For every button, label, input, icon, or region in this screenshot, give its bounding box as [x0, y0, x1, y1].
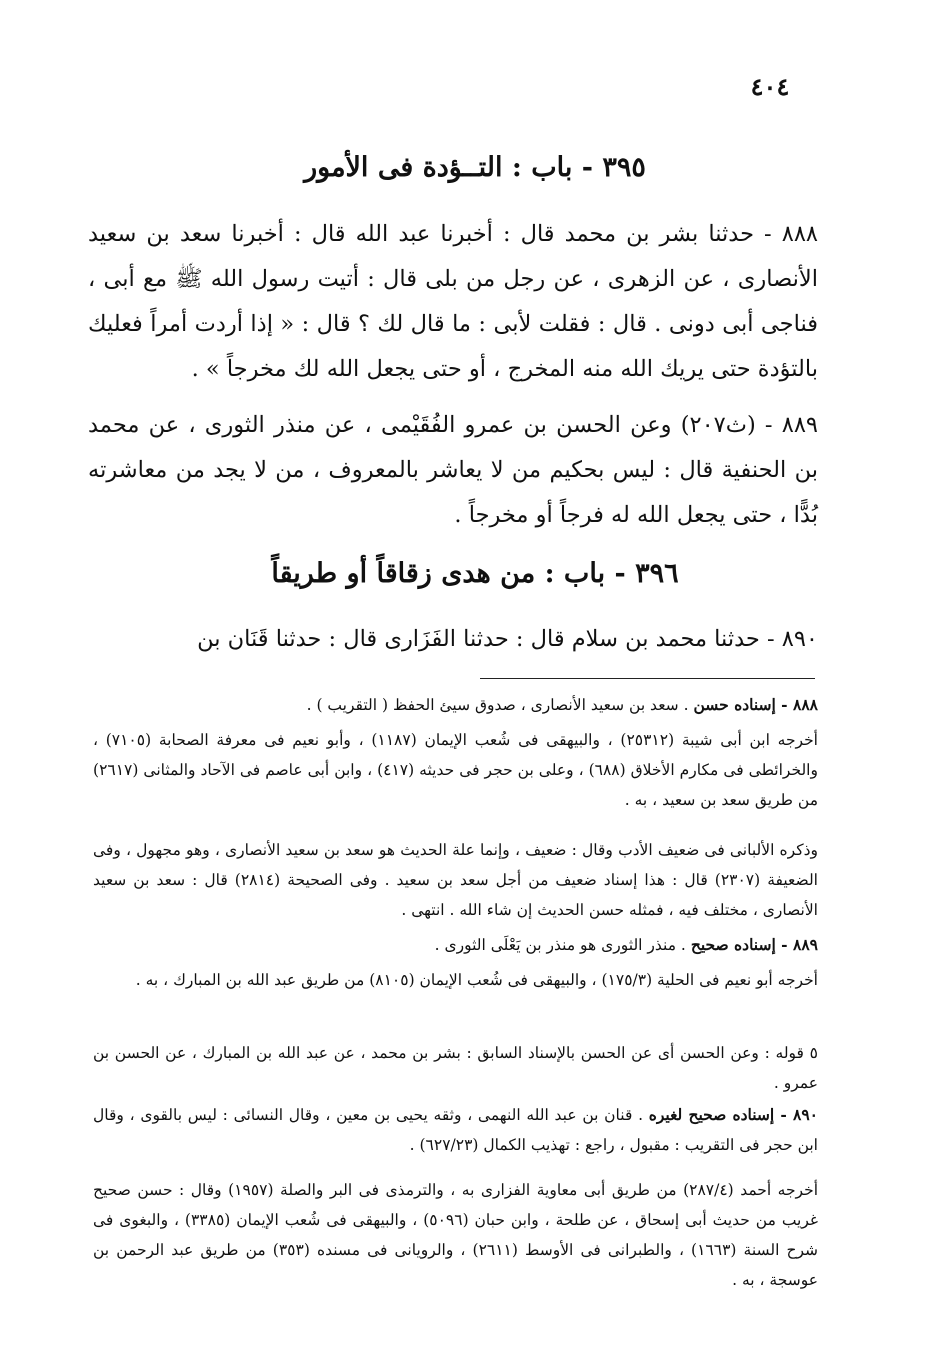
hadith-890: ٨٩٠ - حدثنا محمد بن سلام قال : حدثنا الفَزَارى قال : حدثنا قَنَان بن [197, 626, 818, 652]
footnote-divider [480, 678, 815, 679]
footnote-889-sources: أخرجه أبو نعيم فى الحلية (١٧٥/٣) ، والبيهقى فى شُعب الإيمان (٨١٠٥) من طريق عبد الله بن المبارك ، به . [135, 971, 818, 989]
footnote-888-grading [93, 690, 818, 720]
chapter-heading-396: ٣٩٦ - باب : من هدى زقاقاً أو طريقاً [271, 558, 679, 589]
footnote-888-text: . سعد بن سعيد الأنصارى ، صدوق سيئ الحفظ ( التقريب ) . [306, 696, 689, 714]
footnote-890-text: . قنان بن عبد الله النهمى ، وثقه يحيى بن معين ، وقال النسائى : ليس بالقوى ، وقال ابن حجر فى التقريب : مقبول ، راجع : تهذيب الكمال (٦٢٧/٢٣) . [93, 1106, 818, 1154]
footnote-888-albani: وذكره الألبانى فى ضعيف الأدب وقال : ضعيف ، وإنما علة الحديث هو سعد بن سعيد الأنصارى ، وهو مجهول ، وفى الضعيفة (٢٣٠٧) قال : هذا إسناد ضعيف من أجل سعد بن سعيد . وفى الصحيحة (٢٨١٤) قال : سعد بن سعيد الأنصارى ، مختلف فيه ، فمثله حسن الحديث إن شاء الله . انتهى . [93, 841, 818, 919]
chapter-heading-395: ٣٩٥ - باب : التــؤدة فى الأمور [304, 152, 646, 183]
footnote-889-label: ٨٨٩ - إسناده صحيح [690, 935, 818, 954]
hadith-888: ٨٨٨ - حدثنا بشر بن محمد قال : أخبرنا عبد الله قال : أخبرنا سعد بن سعيد الأنصارى ، عن الزهرى ، عن رجل من بلى قال : أتيت رسول الله ﷺ مع أبى ، فناجى أبى دونى . قال : فقلت لأبى : ما قال لك ؟ قال : « إذا أردت أمراً فعليك بالتؤدة حتى يريك الله منه المخرج ، أو حتى يجعل الله لك مخرجاً » . [88, 221, 818, 382]
footnote-890-sources: أخرجه أحمد (٢٨٧/٤) من طريق أبى معاوية الفزارى به ، والترمذى فى البر والصلة (١٩٥٧) وقال : حسن صحيح غريب من حديث أبى إسحاق ، عن طلحة ، وابن حبان (٥٠٩٦) ، والبيهقى فى شُعب الإيمان (٣٣٨٥) ، والبغوى فى شرح السنة (١٦٦٣) ، والطبرانى فى الأوسط (٢٦١١) ، والرويانى فى مسنده (٣٥٣) من طريق عبد الرحمن بن عوسجة ، به . [93, 1181, 819, 1289]
footnote-889-note: ٥ قوله : وعن الحسن أى عن الحسن بالإسناد السابق : بشر بن محمد ، عن عبد الله بن المبارك ، عن الحسن بن عمرو . [93, 1044, 818, 1092]
footnote-889-text: . منذر الثورى هو منذر بن يَعْلَى الثورى . [434, 936, 686, 954]
footnote-890-label: ٨٩٠ - إسناده صحيح لغيره [648, 1105, 818, 1124]
page-number: ٤٠٤ [750, 72, 790, 101]
footnote-890-grading [93, 1100, 818, 1160]
footnote-888-label: ٨٨٨ - إسناده حسن [693, 695, 818, 714]
footnote-888-sources: أخرجه ابن أبى شيبة (٢٥٣١٢) ، والبيهقى فى شُعب الإيمان (١١٨٧) ، وأبو نعيم فى معرفة الصحابة (٧١٠٥) ، والخرائطى فى مكارم الأخلاق (٦٨٨) ، وعلى بن حجر فى حديثه (٤١٧) ، وابن أبى عاصم فى الآحاد والمثانى (٢٦١٧) من طريق سعد بن سعيد ، به . [93, 731, 818, 809]
footnote-889-grading [93, 930, 818, 960]
hadith-889: ٨٨٩ - (ث٢٠٧) وعن الحسن بن عمرو الفُقَيْمى ، عن منذر الثورى ، عن محمد بن الحنفية قال : ليس بحكيم من لا يعاشر بالمعروف ، من لا يجد من معاشرته بُدًّا ، حتى يجعل الله له فرجاً أو مخرجاً . [88, 412, 819, 528]
